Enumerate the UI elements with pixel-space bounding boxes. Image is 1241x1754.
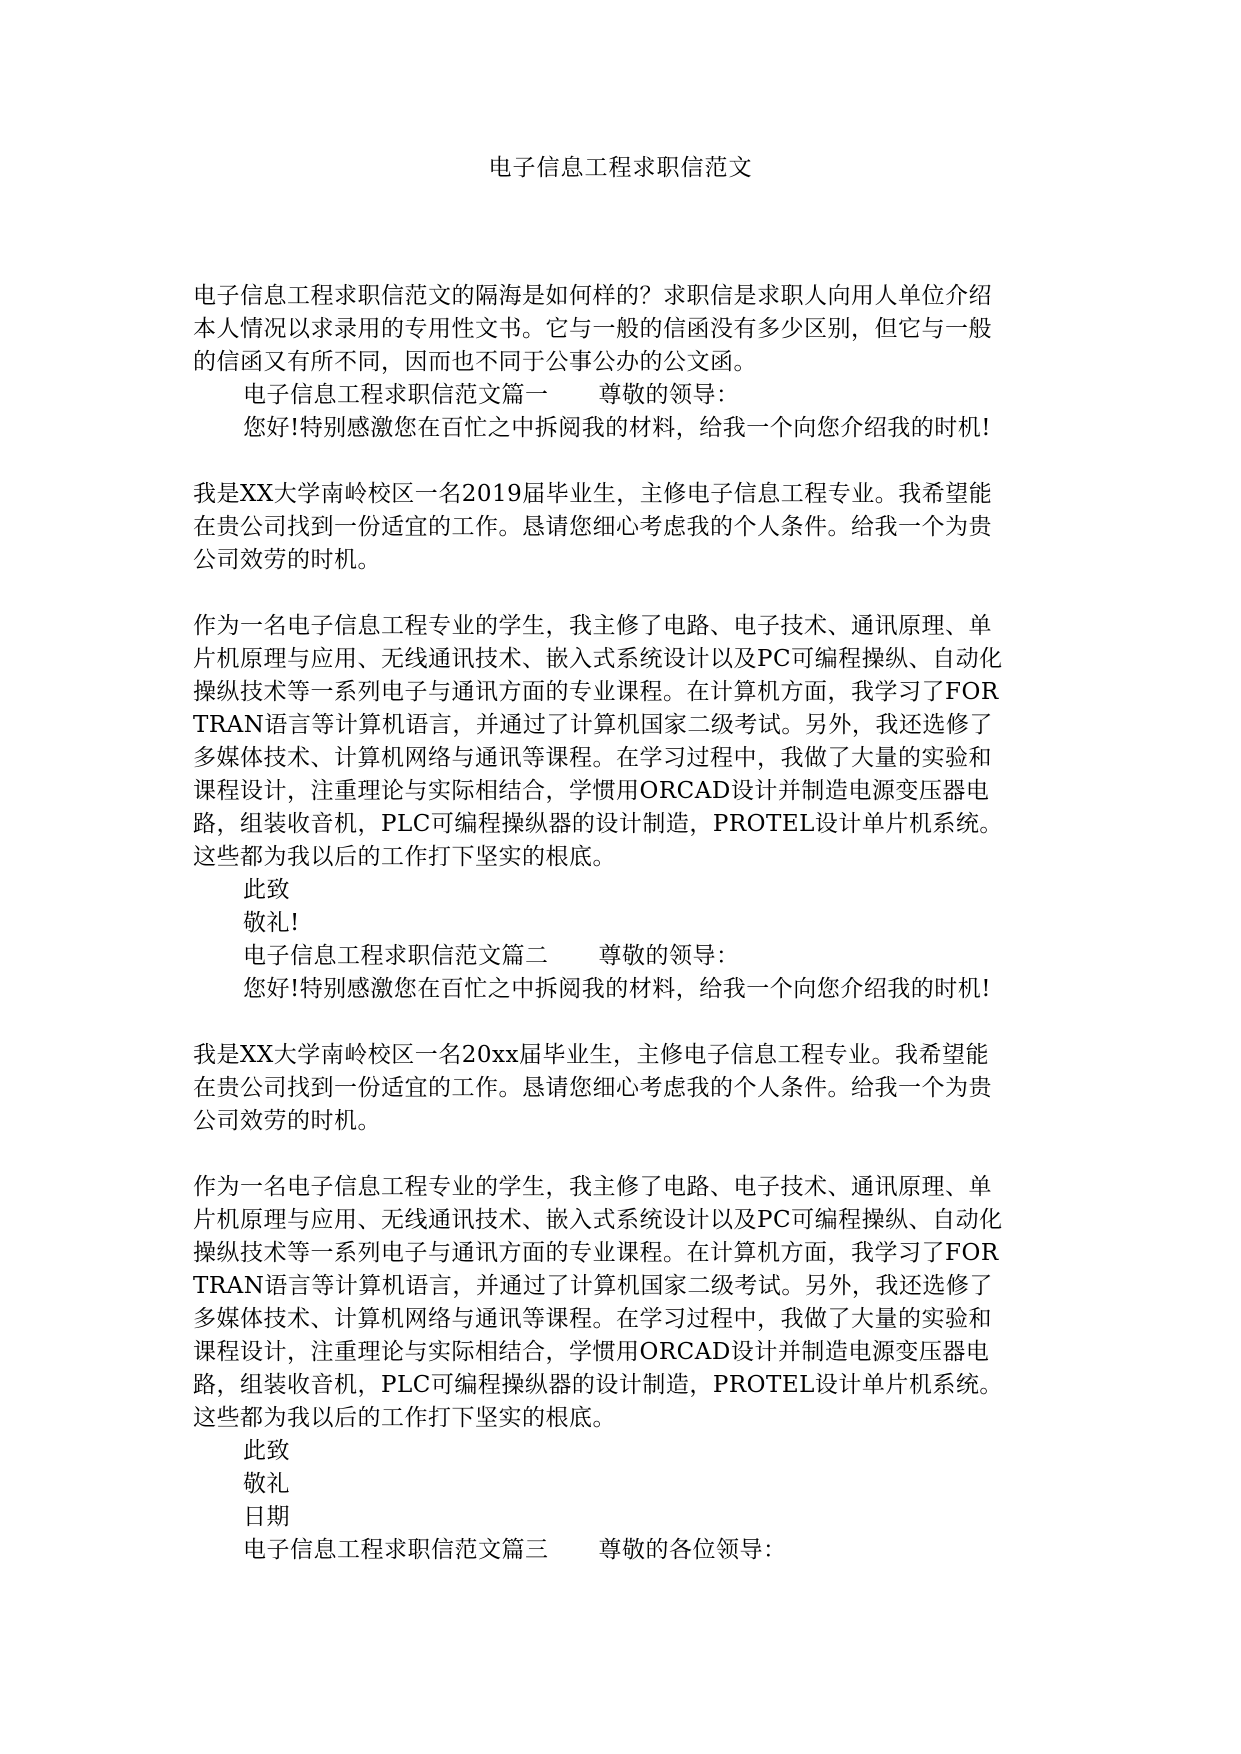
letter3-heading-line	[193, 1534, 1047, 1567]
letter2-para1-line: 在贵公司找到一份适宜的工作。恳请您细心考虑我的个人条件。给我一个为贵	[193, 1075, 992, 1101]
letter1-closing: 敬礼!	[243, 910, 300, 936]
letter2-para2-line: 片机原理与应用、无线通讯技术、嵌入式系统设计以及PC可编程操纵、自动化	[193, 1207, 1003, 1233]
letter2-para2-line: 这些都为我以后的工作打下坚实的根底。	[193, 1405, 616, 1431]
intro-line: 本人情况以求录用的专用性文书。它与一般的信函没有多少区别，但它与一般	[193, 316, 992, 342]
letter3-salutation: 尊敬的各位领导：	[598, 1537, 787, 1563]
letter2-para2-line: 作为一名电子信息工程专业的学生，我主修了电路、电子技术、通讯原理、单	[193, 1174, 992, 1200]
letter1-salutation: 尊敬的领导：	[598, 382, 740, 408]
letter1-para2-line: 路，组装收音机，PLC可编程操纵器的设计制造，PROTEL设计单片机系统。	[193, 811, 1003, 837]
letter1-para2-line: TRAN语言等计算机语言，并通过了计算机国家二级考试。另外，我还选修了	[193, 712, 993, 738]
intro-line: 的信函又有所不同，因而也不同于公事公办的公文函。	[193, 349, 757, 375]
letter2-heading: 电子信息工程求职信范文篇二	[243, 943, 549, 969]
document-title: 电子信息工程求职信范文	[488, 155, 753, 181]
letter2-salutation: 尊敬的领导：	[598, 943, 740, 969]
letter2-para1-line: 公司效劳的时机。	[193, 1108, 381, 1134]
letter2-heading-line	[193, 940, 1047, 973]
letter2-greeting: 您好!特别感激您在百忙之中拆阅我的材料，给我一个向您介绍我的时机!	[243, 976, 991, 1002]
letter2-closing: 敬礼	[243, 1471, 290, 1497]
letter1-para1-line: 公司效劳的时机。	[193, 547, 381, 573]
letter3-heading: 电子信息工程求职信范文篇三	[243, 1537, 549, 1563]
letter1-para2-line: 操纵技术等一系列电子与通讯方面的专业课程。在计算机方面，我学习了FOR	[193, 679, 999, 705]
letter2-closing: 此致	[243, 1438, 290, 1464]
intro-line: 电子信息工程求职信范文的隔海是如何样的？求职信是求职人向用人单位介绍	[193, 283, 992, 309]
letter2-para2-line: 多媒体技术、计算机网络与通讯等课程。在学习过程中，我做了大量的实验和	[193, 1306, 992, 1332]
letter1-closing: 此致	[243, 877, 290, 903]
letter2-date: 日期	[243, 1504, 290, 1530]
letter1-para2-line: 课程设计，注重理论与实际相结合，学惯用ORCAD设计并制造电源变压器电	[193, 778, 990, 804]
letter2-para1-line: 我是XX大学南岭校区一名20xx届毕业生，主修电子信息工程专业。我希望能	[193, 1042, 989, 1068]
letter1-para1-line: 我是XX大学南岭校区一名2019届毕业生，主修电子信息工程专业。我希望能	[193, 481, 993, 507]
letter1-para1-line: 在贵公司找到一份适宜的工作。恳请您细心考虑我的个人条件。给我一个为贵	[193, 514, 992, 540]
letter1-heading: 电子信息工程求职信范文篇一	[243, 382, 549, 408]
letter2-para2-line: 操纵技术等一系列电子与通讯方面的专业课程。在计算机方面，我学习了FOR	[193, 1240, 999, 1266]
letter1-greeting: 您好!特别感激您在百忙之中拆阅我的材料，给我一个向您介绍我的时机!	[243, 415, 991, 441]
letter2-para2-line: 课程设计，注重理论与实际相结合，学惯用ORCAD设计并制造电源变压器电	[193, 1339, 990, 1365]
letter1-para2-line: 作为一名电子信息工程专业的学生，我主修了电路、电子技术、通讯原理、单	[193, 613, 992, 639]
letter1-para2-line: 这些都为我以后的工作打下坚实的根底。	[193, 844, 616, 870]
document-body	[193, 280, 1047, 1567]
letter2-para2-line: 路，组装收音机，PLC可编程操纵器的设计制造，PROTEL设计单片机系统。	[193, 1372, 1003, 1398]
letter1-para2-line: 片机原理与应用、无线通讯技术、嵌入式系统设计以及PC可编程操纵、自动化	[193, 646, 1003, 672]
letter1-para2-line: 多媒体技术、计算机网络与通讯等课程。在学习过程中，我做了大量的实验和	[193, 745, 992, 771]
letter2-para2-line: TRAN语言等计算机语言，并通过了计算机国家二级考试。另外，我还选修了	[193, 1273, 993, 1299]
letter1-heading-line	[193, 379, 1047, 412]
